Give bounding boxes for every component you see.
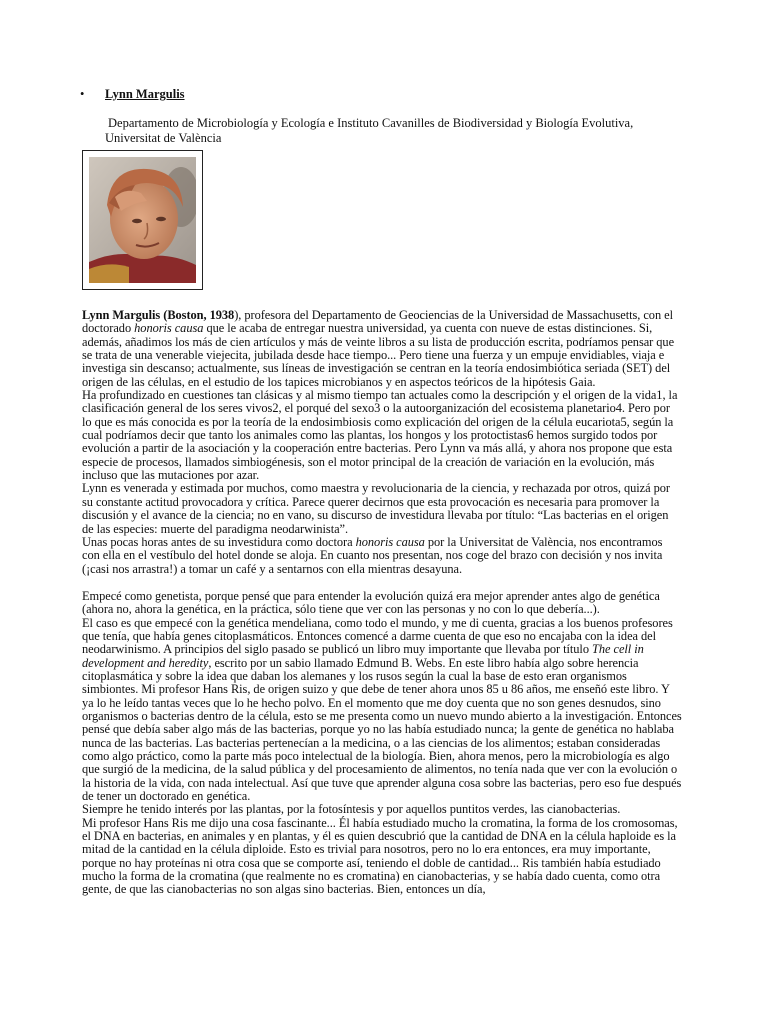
para4-text-1: Unas pocas horas antes de su investidura como doctora: [82, 534, 356, 549]
intro-italic: honoris causa: [134, 321, 204, 336]
para6-text-1: El caso es que empecé con la genética mendeliana, como todo el mundo, y me di cuenta, gracias a los buenos profesores que tenía, que había genes citoplasmáticos. Entonces comencé a darme cuenta de que eso no encajaba con la idea del neodarwinismo. A principios del siglo pasado se publicó un libro muy importante que llevaba por título: [82, 615, 673, 657]
portrait-photo: [82, 150, 203, 290]
article-body: [82, 309, 682, 897]
book-title: The cell in development and heredity: [82, 642, 644, 670]
intro-text-1: ), profesora del Departamento de Geociencias de la Universidad de Massachusetts, con el doctorado: [82, 308, 673, 336]
paragraph-8: Mi profesor Hans Ris me dijo una cosa fascinante... Él había estudiado mucho la cromatina, la forma de los cromosomas, el DNA en bacterias, en animales y en plantas, y él es quien descubrió que la cantidad de DNA en la célula haploide es la mitad de la cantidad en la célula diploide. Esto es trivial para nosotros, pero no lo era entonces, era muy importante, porque no hay proteínas ni otra cosa que se comporte así, teniendo el doble de cantidad... Ris también había estudiado mucho la forma de la cromatina (que realmente no es cromatina) en cianobacterias, y se había dado cuenta, como otra gente, de que las cianobacterias no son algas sino bacterias. Bien, entonces un día,: [82, 815, 678, 897]
para6-text-2: , escrito por un sabio llamado Edmund B. Webs. En este libro había algo sobre herencia citoplasmática y sobre la idea que daban los alemanes y los rusos según la cual la base de esto eran organismos simbiontes. Mi profesor Hans Ris, de origen suizo y que debe de tener ahora unos 85 u 86 años, me enseñó este libro. Y ya lo he leído tantas veces que lo he hecho polvo. En el momento que me doy cuenta que no son genes desnudos, sino organismos o bacterias dentro de la célula, esto se me presenta como un nuevo mundo abierto a la investigación. Entonces pensé que debía saber algo más de las bacterias, porque yo no las había estudiado nunca; la gente de genética no hablaba nunca de las bacterias. Las bacterias pertenecían a la medicina, o a las ciencias de los alimentos; estaban consideradas como algo práctico, como la parte más poco intelectual de la biología. Bien, ahora menos, pero la microbiología es algo que surgió de la medicina, de la salud pública y del procesamiento de alimentos, no tenía nada que ver con la evolución o la historia de la vida, con nada intelectual. Así que tuve que aprender alguna cosa sobre las bacterias, pero eso fue después de tener un doctorado en genética.: [82, 655, 682, 804]
para4-italic: honoris causa: [355, 534, 425, 549]
intro-text-2: que le acaba de entregar nuestra universidad, ya cuenta con nueve de estas distinciones. Si, además, añadimos los más de cien artículos y más de veinte libros a su lista de producción escrita, podríamos pensar que se trata de una venerable viejecita, jubilada desde hace tiempo... Pero tiene una fuerza y un empuje envidiables, viaja e investiga sin descanso; actualmente, sus líneas de investigación se centran en la teoría endosimbiótica seriada (SET) del origen de las células, en el estudio de los tapices microbianos y en aspectos teóricos de la hipótesis Gaia.: [82, 321, 675, 389]
paragraph-6: [82, 617, 682, 804]
paragraph-5: Empecé como genetista, porque pensé que para entender la evolución quizá era mejor aprender antes algo de genética (ahora no, ahora la genética, en la práctica, sólo tiene que ver con las personas y no con lo que debería...).: [82, 588, 660, 617]
portrait-photo-image: [89, 157, 196, 283]
affiliation-text: Departamento de Microbiología y Ecología e Instituto Cavanilles de Biodiversidad y Biología Evolutiva, Universitat de València: [105, 116, 634, 145]
paragraph-4: [82, 536, 682, 576]
page-title: Lynn Margulis: [105, 87, 185, 101]
paragraph-7: Siempre he tenido interés por las plantas, por la fotosíntesis y por aquellos puntitos verdes, las cianobacterias.: [82, 802, 621, 817]
intro-name: Lynn Margulis (Boston, 1938: [82, 308, 235, 322]
heading-row: [80, 86, 185, 102]
para4-text-2: por la Universitat de València, nos encontramos con ella en el vestíbulo del hotel donde se aloja. En cuanto nos presentan, nos coge del brazo con decisión y nos invita (¡casi nos arrastra!) a tomar un café y a sentarnos con ella mientras desayuna.: [82, 534, 663, 576]
bullet-icon: •: [80, 87, 85, 101]
paragraph-2: Ha profundizado en cuestiones tan clásicas y al mismo tiempo tan actuales como la descripción y el origen de la vida1, la clasificación general de los seres vivos2, el porqué del sexo3 o la autoorganización del ecosistema planetario4. Pero por lo que es más conocida es por la teoría de la endosimbiosis como explicación del origen de la célula eucariota5, según la cual podríamos decir que tanto los animales como las plantas, los hongos y los protoctistas6 hemos surgido todos por evolución a partir de la asociación y la cooperación entre bacterias. Pero Lynn va más allá, y ahora nos propone que esta especie de procesos, llamados simbiogénesis, son el motor principal de la creación de variación en la evolución, más incluso que las mutaciones por azar.: [82, 388, 678, 483]
paragraph-3: Lynn es venerada y estimada por muchos, como maestra y revolucionaria de la ciencia, y rechazada por otros, quizá por su constante actitud provocadora y crítica. Parece querer decirnos que esta provocación es necesaria para promover la discusión y el avance de la ciencia; no en vano, su discurso de investidura llevaba por título: “Las bacterias en el origen de las especies: muerte del paradigma neodarwinista”.: [82, 481, 670, 536]
intro-paragraph: [82, 309, 682, 389]
